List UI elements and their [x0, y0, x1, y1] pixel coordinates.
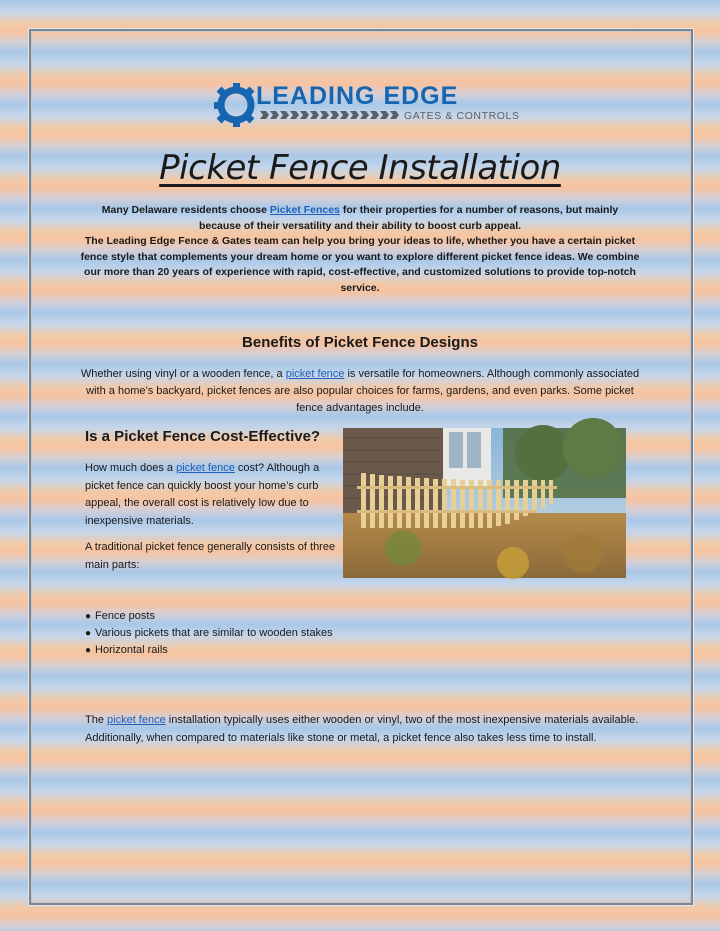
- picket-fence-link[interactable]: picket fence: [285, 368, 345, 380]
- intro-text-1: Many Delaware residents choose: [101, 204, 270, 216]
- cost-text-2: cost? Although a picket fence can quickly boost your home’s curb appeal, the overall cost is relatively low due to inexpensive materials.: [85, 462, 320, 527]
- logo-arrows: [260, 111, 399, 119]
- benefits-heading: Benefits of Picket Fence Designs: [242, 334, 478, 351]
- list-item: ● Fence posts: [85, 608, 333, 625]
- parts-intro-paragraph: A traditional picket fence generally consists of three main parts:: [85, 541, 336, 571]
- benefits-paragraph: [80, 366, 640, 417]
- fence-parts-list: [85, 608, 333, 659]
- gear-icon: [214, 83, 258, 127]
- logo-brand: LEADING EDGE: [256, 82, 459, 110]
- benefits-text-1: Whether using vinyl or a wooden fence, a: [80, 368, 286, 380]
- list-item: ● Horizontal rails: [85, 642, 333, 659]
- cost-text-1: How much does a: [85, 462, 177, 474]
- intro-text-2: for their properties for a number of reasons, but mainly because of their versatility and their ability to boost curb appeal.: [198, 204, 619, 232]
- closing-paragraph: [85, 712, 640, 747]
- logo-tagline: GATES & CONTROLS: [404, 110, 520, 122]
- closing-text-2: installation typically uses either wooden or vinyl, two of the most inexpensive materials available. Additionally, when compared to materials like stone or metal, a picket fence also takes less time to install.: [85, 714, 639, 744]
- picket-fence-install-link[interactable]: picket fence: [107, 714, 166, 726]
- logo-graphic: [214, 82, 520, 128]
- cost-heading: Is a Picket Fence Cost-Effective?: [85, 428, 321, 445]
- benefits-text-2: is versatile for homeowners. Although commonly associated with a home’s backyard, picket fences are also popular choices for farms, gardens, and even parks. Some picket fence advantages include.: [86, 368, 640, 414]
- page-title: Picket Fence Installation: [159, 148, 561, 188]
- fence-image: [343, 428, 626, 578]
- picket-fence-cost-link[interactable]: picket fence: [176, 462, 235, 474]
- closing-text-1: The: [85, 714, 108, 726]
- cost-paragraph: [85, 460, 340, 530]
- picket-fences-link[interactable]: Picket Fences: [269, 204, 340, 216]
- intro-text-3: The Leading Edge Fence & Gates team can help you bring your ideas to life, whether you have a certain picket fence style that complements your dream home or you want to explore different picket fence ideas. We combine our more than 20 years of experience with rapid, cost-effective, and customized solutions to provide top-notch service.: [80, 235, 640, 294]
- company-logo[interactable]: [214, 82, 520, 128]
- intro-paragraph: [80, 203, 640, 296]
- picket-fence-photo: [343, 428, 626, 578]
- list-item: ● Various pickets that are similar to wooden stakes: [85, 625, 333, 642]
